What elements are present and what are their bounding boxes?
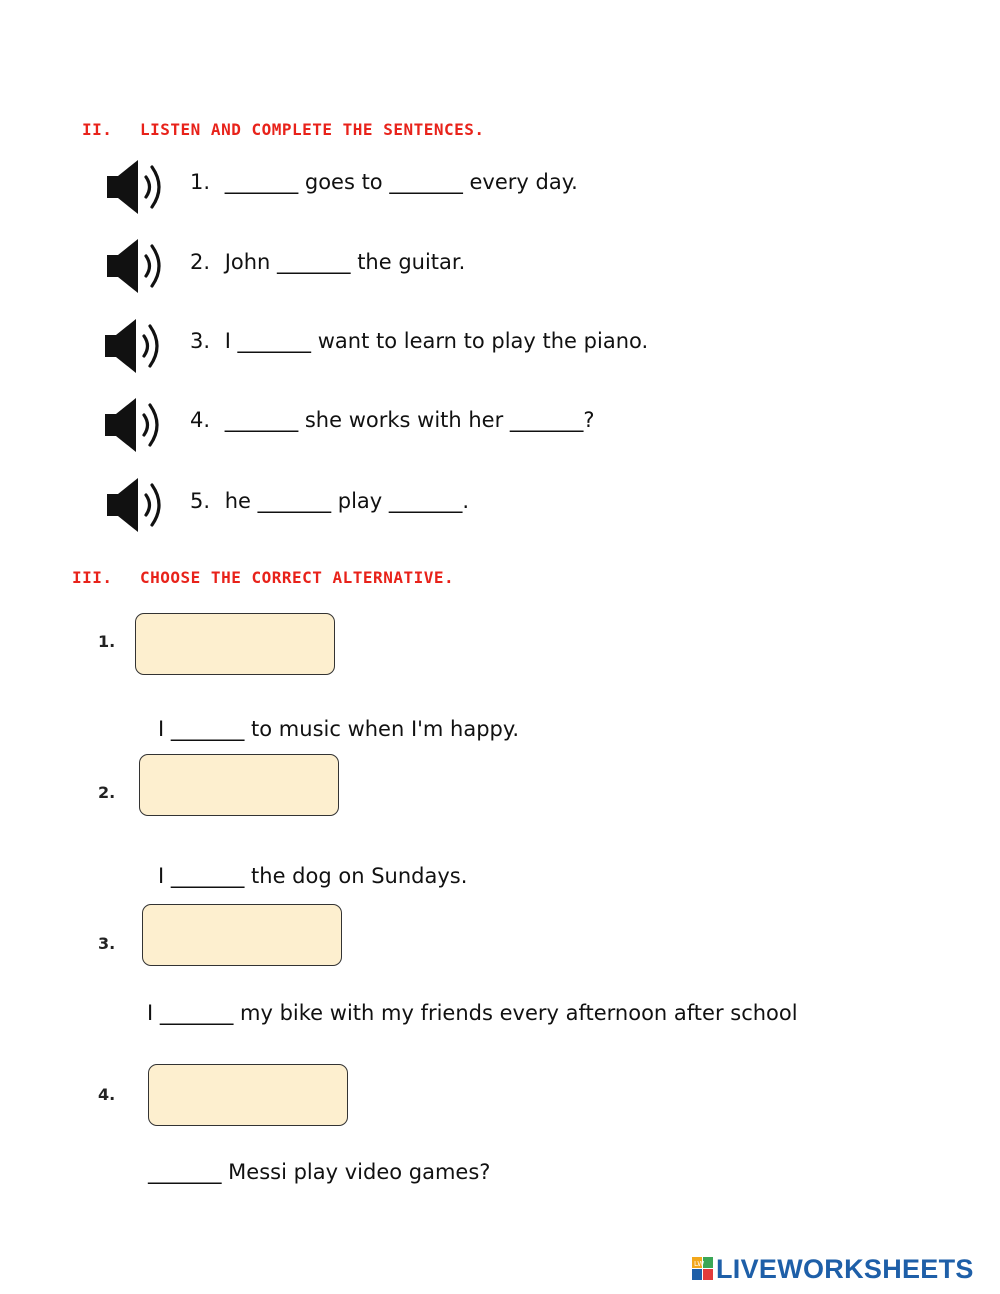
item-number: 5.: [190, 489, 211, 513]
section-2-title: LISTEN AND COMPLETE THE SENTENCES.: [140, 120, 485, 139]
logo-mark-text: LW: [694, 1260, 705, 1268]
audio-speaker-icon-3[interactable]: [104, 315, 166, 377]
logo-text: LIVEWORKSHEETS: [716, 1253, 974, 1284]
listen-sentence-5: [190, 489, 469, 513]
sentence-text: _______ goes to _______ every day.: [224, 170, 578, 194]
item-number: 2.: [190, 250, 211, 274]
choice-item-number-4: 4.: [98, 1085, 116, 1104]
choice-sentence-4: _______ Messi play video games?: [148, 1160, 491, 1184]
choice-item-number-1: 1.: [98, 632, 116, 651]
choice-item-number-2: 2.: [98, 783, 116, 802]
listen-sentence-3: [190, 329, 648, 353]
answer-dropdown-1[interactable]: [135, 613, 335, 675]
item-number: 1.: [190, 170, 211, 194]
answer-dropdown-4[interactable]: [148, 1064, 348, 1126]
item-number: 3.: [190, 329, 211, 353]
choice-sentence-3: I _______ my bike with my friends every afternoon after school: [147, 1001, 798, 1025]
section-2-number: II.: [82, 120, 113, 139]
audio-speaker-icon-2[interactable]: [106, 235, 168, 297]
section-3-title: CHOOSE THE CORRECT ALTERNATIVE.: [140, 568, 455, 587]
audio-speaker-icon-1[interactable]: [106, 156, 168, 218]
audio-speaker-icon-5[interactable]: [106, 474, 168, 536]
choice-sentence-1: I _______ to music when I'm happy.: [158, 717, 519, 741]
liveworksheets-logo: [692, 1254, 974, 1284]
answer-dropdown-3[interactable]: [142, 904, 342, 966]
item-number: 4.: [190, 408, 211, 432]
liveworksheets-logo-icon: [692, 1257, 714, 1281]
answer-dropdown-2[interactable]: [139, 754, 339, 816]
section-3-number: III.: [72, 568, 113, 587]
choice-sentence-2: I _______ the dog on Sundays.: [158, 864, 468, 888]
sentence-text: he _______ play _______.: [224, 489, 470, 513]
sentence-text: _______ she works with her _______?: [224, 408, 595, 432]
listen-sentence-2: [190, 250, 465, 274]
sentence-text: John _______ the guitar.: [224, 250, 466, 274]
choice-item-number-3: 3.: [98, 934, 116, 953]
listen-sentence-4: [190, 408, 595, 432]
listen-sentence-1: [190, 170, 578, 194]
sentence-text: I _______ want to learn to play the piano.: [224, 329, 649, 353]
audio-speaker-icon-4[interactable]: [104, 394, 166, 456]
